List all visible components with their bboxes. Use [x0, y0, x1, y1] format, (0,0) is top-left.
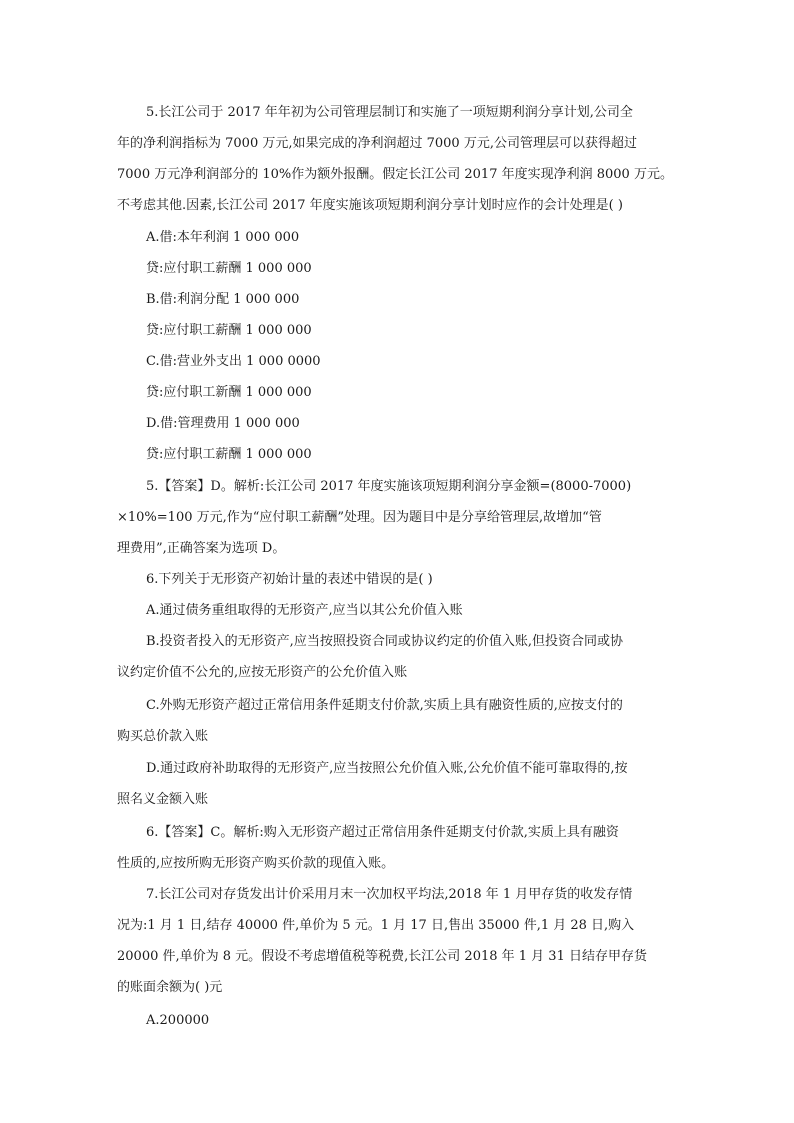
q5-stem-line-1: 5.长江公司于 2017 年年初为公司管理层制订和实施了一项短期利润分享计划,公司全: [146, 105, 633, 120]
q7-stem-line-2: 况为:1 月 1 日,结存 40000 件,单价为 5 元。1 月 17 日,售出 35000 件,1 月 28 日,购入: [117, 918, 635, 933]
q7-stem-line-4: 的账面余额为( )元: [117, 980, 223, 995]
q5-stem-line-2: 年的净利润指标为 7000 万元,如果完成的净利润超过 7000 万元,公司管理层可以获得超过: [117, 136, 637, 151]
q6-answer-line-2: 性质的,应按所购无形资产购买价款的现值入账。: [117, 856, 395, 871]
q5-option-b-debit: B.借:利润分配 1 000 000: [146, 292, 300, 307]
q6-option-c-line-1: C.外购无形资产超过正常信用条件延期支付价款,实质上具有融资性质的,应按支付的: [146, 698, 623, 713]
q6-option-c-line-2: 购买总价款入账: [117, 729, 209, 744]
q6-option-d-line-2: 照名义金额入账: [117, 792, 209, 807]
q5-option-b-credit: 贷:应付职工薪酬 1 000 000: [146, 323, 312, 338]
q6-option-b-line-2: 议约定价值不公允的,应按无形资产的公允价值入账: [117, 665, 408, 680]
q5-answer-line-1: 5.【答案】D。解析:长江公司 2017 年度实施该项短期利润分享金额=(8000-7000): [146, 479, 632, 494]
q7-stem-line-3: 20000 件,单价为 8 元。假设不考虑增值税等税费,长江公司 2018 年 1 月 31 日结存甲存货: [117, 949, 647, 964]
q5-answer-line-3: 理费用”,正确答案为选项 D。: [117, 541, 286, 556]
q5-stem-line-3: 7000 万元净利润部分的 10%作为额外报酬。假定长江公司 2017 年度实现净利润 8000 万元。: [117, 167, 673, 182]
q5-option-a-credit: 贷:应付职工薪酬 1 000 000: [146, 261, 312, 276]
q5-option-c-debit: C.借:营业外支出 1 000 0000: [146, 354, 321, 369]
q5-stem-line-4: 不考虑其他.因素,长江公司 2017 年度实施该项短期利润分享计划时应作的会计处理是( ): [117, 198, 623, 213]
q7-option-a: A.200000: [146, 1013, 210, 1028]
q5-option-a-debit: A.借:本年利润 1 000 000: [146, 230, 300, 245]
q6-option-d-line-1: D.通过政府补助取得的无形资产,应当按照公允价值入账,公允价值不能可靠取得的,按: [146, 761, 628, 776]
q7-stem-line-1: 7.长江公司对存货发出计价采用月末一次加权平均法,2018 年 1 月甲存货的收发存情: [146, 887, 633, 902]
q6-option-b-line-1: B.投资者投入的无形资产,应当按照投资合同或协议约定的价值入账,但投资合同或协: [146, 634, 623, 649]
q5-option-d-credit: 贷:应付职工薪酬 1 000 000: [146, 447, 312, 462]
q5-answer-line-2: ×10%=100 万元,作为“应付职工薪酬”处理。因为题目中是分享给管理层,故增加“管: [117, 510, 602, 525]
q5-option-d-debit: D.借:管理费用 1 000 000: [146, 416, 300, 431]
q5-option-c-credit: 贷:应付职工新酬 1 000 000: [146, 385, 312, 400]
q6-stem: 6.下列关于无形资产初始计量的表述中错误的是( ): [146, 572, 433, 587]
q6-option-a: A.通过债务重组取得的无形资产,应当以其公允价值入账: [146, 603, 463, 618]
q6-answer-line-1: 6.【答案】C。解析:购入无形资产超过正常信用条件延期支付价款,实质上具有融资: [146, 825, 619, 840]
